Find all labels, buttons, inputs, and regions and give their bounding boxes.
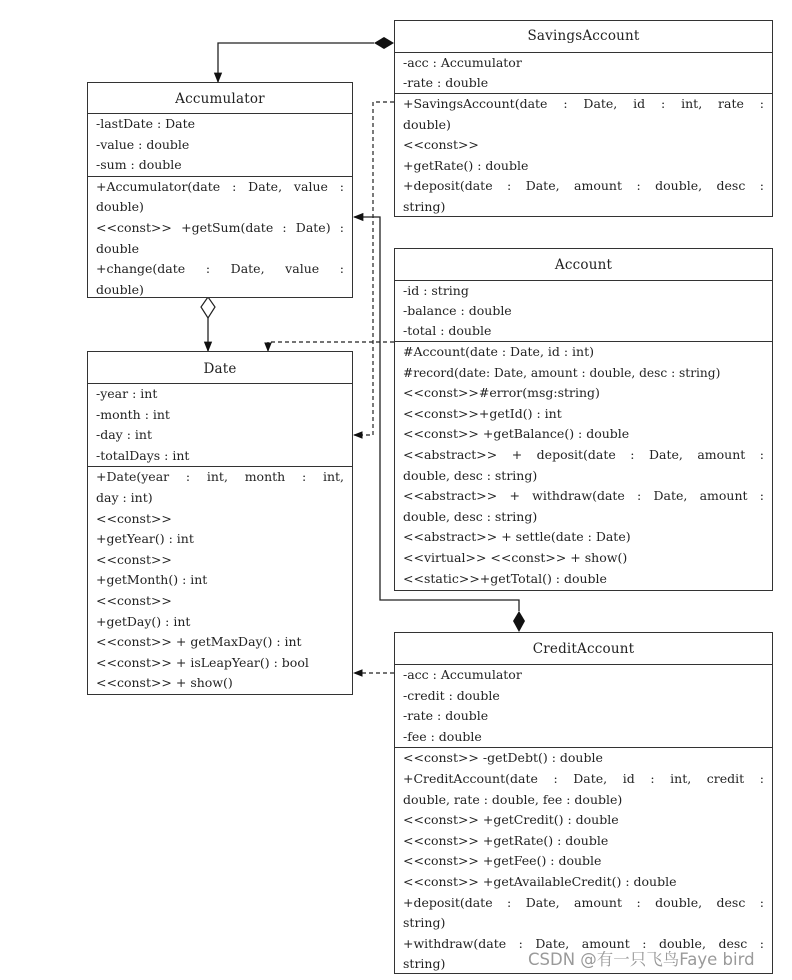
operation: +withdraw(date : Date, amount : double, desc :: [403, 935, 764, 951]
dependency-savings-date: [354, 102, 394, 435]
operation: string): [403, 956, 446, 972]
operation: double): [96, 281, 144, 297]
operation: <<const>> +getRate() : double: [403, 832, 609, 848]
attribute: -acc : Accumulator: [403, 667, 522, 682]
attribute: -lastDate : Date: [96, 116, 196, 131]
operation: <<abstract>> + withdraw(date : Date, amount :: [403, 488, 764, 504]
attributes-section: [395, 665, 772, 748]
operations-section: [88, 467, 352, 694]
operation: +Date(year : int, month : int,: [96, 469, 344, 485]
operations-section: [88, 177, 352, 301]
attribute: -totalDays : int: [96, 447, 190, 463]
operation: double, desc : string): [403, 467, 538, 483]
class-name: Date: [88, 352, 352, 384]
operation: <<const>> +getFee() : double: [403, 853, 602, 869]
attribute: -id : string: [403, 283, 469, 298]
attribute: -sum : double: [96, 157, 182, 173]
operation: <<const>>: [96, 592, 172, 608]
class-date: [87, 351, 353, 695]
attribute: -year : int: [96, 386, 158, 401]
operation: <<const>> +getAvailableCredit() : double: [403, 873, 677, 889]
composition-savings-accumulator: [218, 37, 394, 82]
operation: +Accumulator(date : Date, value :: [96, 178, 344, 194]
operation: +change(date : Date, value :: [96, 261, 344, 277]
attribute: -day : int: [96, 427, 152, 443]
dependency-account-date: [268, 342, 394, 351]
class-name: SavingsAccount: [395, 21, 772, 53]
operation: +deposit(date : Date, amount : double, desc :: [403, 894, 764, 910]
operation: #record(date: Date, amount : double, desc : string): [403, 365, 721, 380]
class-name: Accumulator: [88, 83, 352, 114]
operation: <<const>> -getDebt() : double: [403, 750, 603, 766]
operation: #Account(date : Date, id : int): [403, 344, 595, 359]
operation: +getMonth() : int: [96, 572, 208, 588]
attribute: -rate : double: [403, 75, 489, 90]
operation: day : int): [96, 489, 153, 505]
operation: <<const>> +getSum(date : Date) :: [96, 219, 344, 235]
filled-diamond-icon: [513, 611, 525, 632]
operation: <<const>>#error(msg:string): [403, 385, 600, 401]
operation: +CreditAccount(date : Date, id : int, credit :: [403, 770, 764, 786]
operation: string): [403, 198, 446, 214]
operation: <<abstract>> + settle(date : Date): [403, 529, 631, 545]
operation: <<abstract>> + deposit(date : Date, amount :: [403, 446, 764, 462]
attribute: -month : int: [96, 406, 170, 422]
attributes-section: [395, 281, 772, 342]
attribute: -total : double: [403, 323, 492, 338]
operation: double): [403, 116, 451, 132]
attribute: -rate : double: [403, 708, 489, 724]
operation: <<const>>: [403, 137, 479, 153]
operation: +deposit(date : Date, amount : double, desc :: [403, 178, 764, 194]
operation: +getRate() : double: [403, 157, 529, 173]
operation: double): [96, 199, 144, 215]
operation: double, desc : string): [403, 508, 538, 524]
attributes-section: [395, 53, 772, 94]
operation: <<const>> + isLeapYear() : bool: [96, 654, 309, 670]
operation: +getYear() : int: [96, 531, 194, 547]
watermark: CSDN @有一只飞鸟Faye bird: [528, 950, 755, 969]
attribute: -fee : double: [403, 728, 482, 744]
operations-section: [395, 94, 772, 218]
operations-section: [395, 748, 772, 975]
class-credit-account: [394, 632, 773, 974]
operation: double, rate : double, fee : double): [403, 791, 623, 807]
aggregation-accumulator-date: [201, 297, 215, 351]
attributes-section: [88, 114, 352, 177]
operation: <<const>> + getMaxDay() : int: [96, 634, 302, 650]
class-accumulator: [87, 82, 353, 298]
class-name: Account: [395, 249, 772, 281]
attribute: -balance : double: [403, 303, 512, 318]
operation: <<virtual>> <<const>> + show(): [403, 549, 628, 565]
operation: <<const>> +getBalance() : double: [403, 426, 630, 442]
filled-diamond-icon: [374, 37, 394, 49]
class-account: [394, 248, 773, 591]
operations-section: [395, 342, 772, 589]
operation: +SavingsAccount(date : Date, id : int, rate :: [403, 96, 764, 111]
operation: double: [96, 240, 139, 256]
operation: string): [403, 915, 446, 931]
attribute: -value : double: [96, 136, 190, 152]
operation: <<const>> +getCredit() : double: [403, 812, 619, 828]
class-savings-account: [394, 20, 773, 217]
class-name: CreditAccount: [395, 633, 772, 665]
operation: <<const>>+getId() : int: [403, 405, 562, 421]
attributes-section: [88, 384, 352, 467]
operation: <<const>>: [96, 551, 172, 567]
attribute: -acc : Accumulator: [403, 55, 522, 70]
operation: <<const>>: [96, 510, 172, 526]
operation: +getDay() : int: [96, 613, 191, 629]
operation: <<static>>+getTotal() : double: [403, 570, 607, 586]
operation: <<const>> + show(): [96, 675, 233, 691]
attribute: -credit : double: [403, 687, 500, 703]
